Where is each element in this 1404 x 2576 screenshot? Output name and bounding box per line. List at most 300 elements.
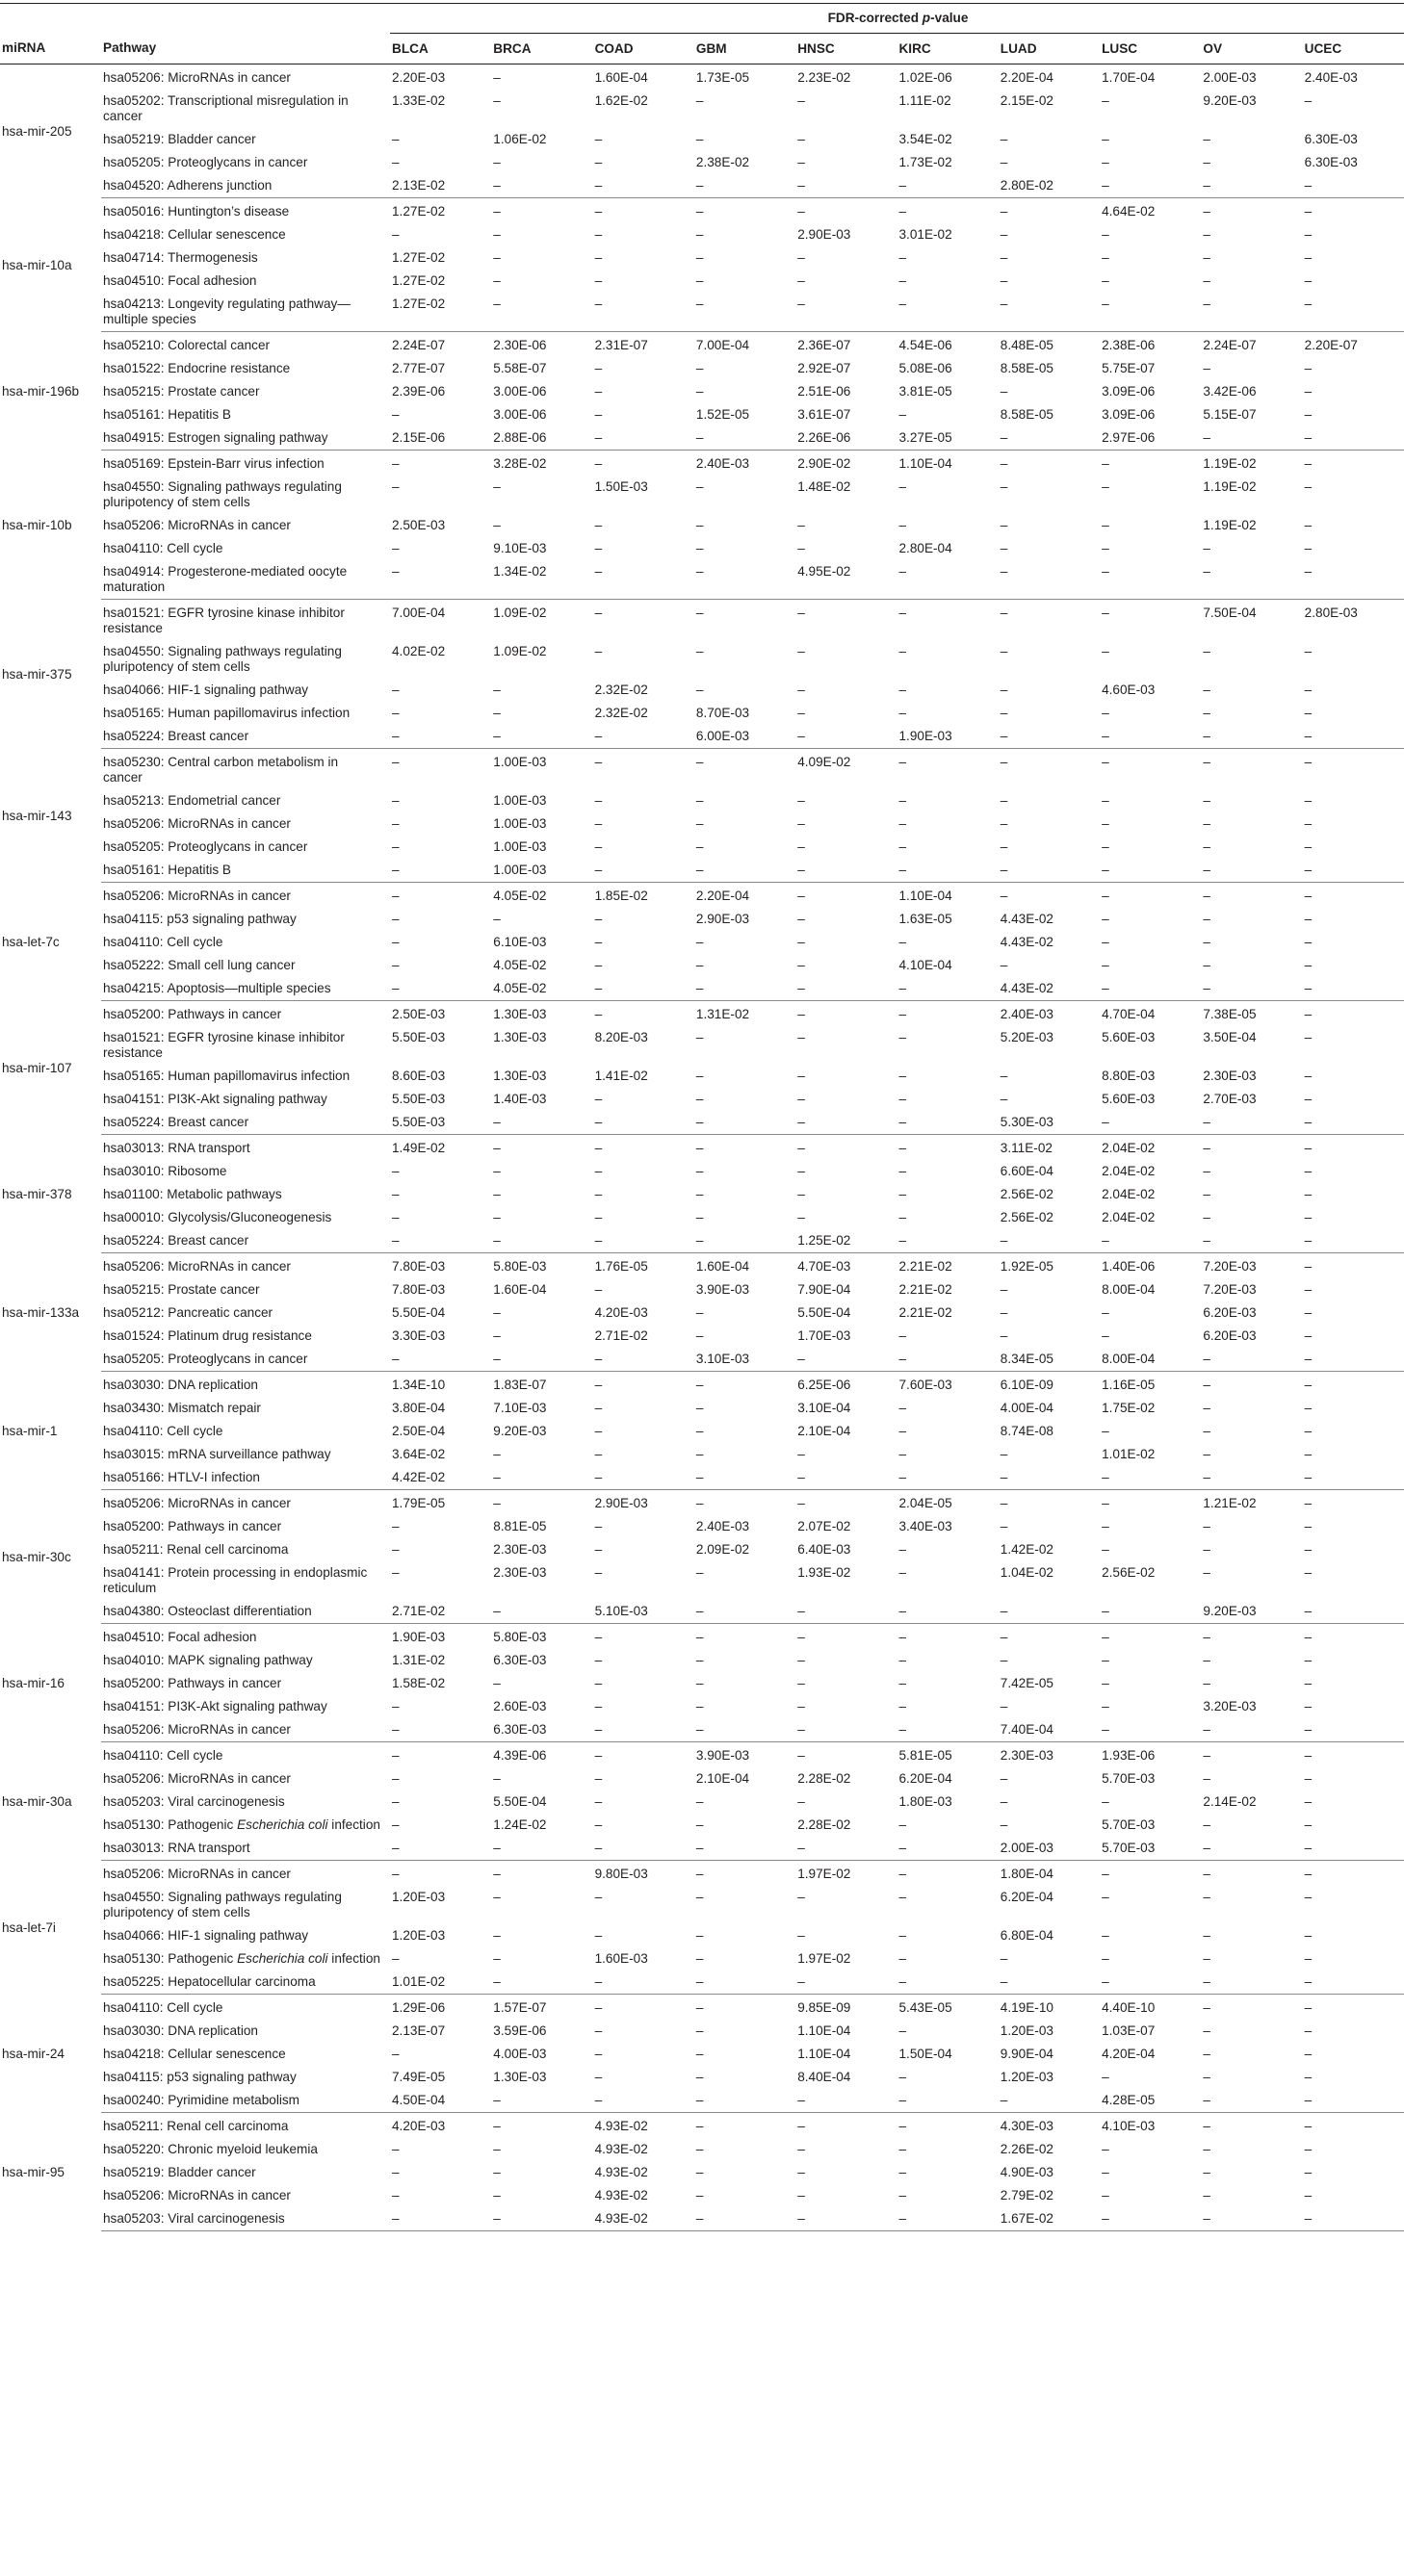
fdr-value-cell: 1.49E-02 (392, 1141, 446, 1155)
fdr-value-cell: 1.70E-03 (797, 1328, 851, 1343)
fdr-value-cell: 1.60E-03 (594, 1951, 648, 1966)
pathway-cell: hsa05206: MicroRNAs in cancer (103, 1867, 291, 1881)
fdr-value-cell: – (594, 361, 603, 375)
fdr-value-cell: – (1201, 725, 1302, 749)
fdr-value-cell: 2.80E-03 (1304, 605, 1358, 620)
fdr-value-cell: – (898, 1928, 907, 1943)
table-row (0, 725, 1404, 749)
fdr-value-cell: – (594, 2000, 603, 2015)
fdr-value-cell: – (1304, 755, 1313, 769)
fdr-value-cell: – (795, 1111, 897, 1135)
fdr-value-cell: 1.04E-02 (1000, 1565, 1053, 1580)
table-row (0, 1924, 1404, 1947)
fdr-value-cell: – (1303, 859, 1404, 883)
fdr-value-cell: 2.38E-06 (1102, 338, 1156, 352)
table-row (0, 223, 1404, 246)
fdr-value-cell: – (694, 859, 795, 883)
fdr-value-cell: – (1102, 1890, 1109, 1904)
pathway-cell: hsa05206: MicroRNAs in cancer (103, 1496, 291, 1510)
fdr-value-cell: – (493, 273, 501, 288)
fdr-value-cell: – (695, 1141, 704, 1155)
fdr-value-cell: – (797, 1890, 805, 1904)
fdr-value-cell: – (1203, 1378, 1210, 1392)
fdr-value-cell: – (1304, 227, 1313, 242)
fdr-value-cell: – (1102, 227, 1109, 242)
fdr-value-cell: – (392, 935, 400, 949)
fdr-value-cell: – (593, 1229, 694, 1253)
fdr-value-cell: – (695, 518, 704, 532)
pathway-cell: hsa05203: Viral carcinogenesis (103, 1794, 285, 1809)
table-row (0, 2161, 1404, 2184)
fdr-value-cell: – (594, 912, 603, 926)
fdr-value-cell: – (1303, 560, 1404, 600)
fdr-value-cell: – (594, 1378, 603, 1392)
pathway-cell: hsa05206: MicroRNAs in cancer (103, 1259, 291, 1274)
pathway-cell: hsa00240: Pyrimidine metabolism (101, 2089, 390, 2113)
fdr-value-cell: 2.20E-04 (695, 889, 750, 903)
fdr-value-cell: – (898, 1092, 907, 1106)
fdr-value-cell: – (491, 2207, 592, 2231)
fdr-value-cell: 8.74E-08 (1000, 1424, 1053, 1438)
fdr-value-cell: – (898, 2165, 907, 2179)
fdr-value-cell: – (493, 155, 501, 169)
fdr-value-cell: – (491, 1600, 592, 1624)
fdr-value-cell: – (392, 155, 400, 169)
mirna-cell: hsa-mir-196b (2, 384, 80, 399)
pathway-cell: hsa05211: Renal cell carcinoma (103, 1542, 289, 1557)
fdr-value-cell: 3.81E-05 (898, 384, 952, 399)
fdr-value-cell: – (594, 644, 603, 658)
fdr-value-cell: 2.30E-03 (493, 1565, 547, 1580)
fdr-value-cell: 5.50E-04 (392, 1305, 446, 1320)
fdr-value-cell: – (1102, 132, 1109, 146)
fdr-value-cell: – (493, 204, 501, 219)
fdr-value-cell: – (1100, 977, 1201, 1001)
fdr-value-cell: – (795, 174, 897, 198)
fdr-value-cell: – (594, 407, 603, 422)
fdr-value-cell: – (491, 1111, 592, 1135)
fdr-value-cell: – (797, 2119, 805, 2133)
fdr-value-cell: 4.09E-02 (797, 755, 851, 769)
table-row (0, 1649, 1404, 1672)
fdr-value-cell: – (695, 1401, 704, 1415)
fdr-value-cell: – (594, 1928, 603, 1943)
fdr-value-cell: 2.40E-03 (695, 456, 750, 471)
fdr-value-cell: – (1304, 250, 1313, 265)
fdr-value-cell: 3.09E-06 (1102, 384, 1156, 399)
fdr-value-cell: 4.02E-02 (392, 644, 446, 658)
fdr-value-cell: – (797, 2188, 805, 2202)
fdr-value-cell: 1.24E-02 (493, 1817, 547, 1832)
fdr-value-cell: – (898, 605, 907, 620)
table-row (0, 1111, 1404, 1135)
fdr-value-cell: – (797, 644, 805, 658)
fdr-value-cell: 8.80E-03 (1102, 1069, 1156, 1083)
fdr-value-cell: 4.50E-04 (390, 2089, 491, 2113)
fdr-value-cell: – (1304, 2165, 1313, 2179)
table-row (0, 1742, 1404, 1768)
fdr-value-cell: – (694, 1111, 795, 1135)
table-row (0, 2207, 1404, 2231)
fdr-value-cell: 4.10E-04 (898, 958, 952, 972)
fdr-value-cell: – (392, 1867, 400, 1881)
pathway-cell: hsa03030: DNA replication (103, 1378, 258, 1392)
table-row (0, 1443, 1404, 1466)
fdr-value-cell: – (1102, 1496, 1109, 1510)
fdr-value-cell: – (1102, 755, 1109, 769)
fdr-value-cell: 2.90E-02 (797, 456, 851, 471)
fdr-value-cell: – (1203, 1630, 1210, 1644)
fdr-value-cell: – (695, 273, 704, 288)
fdr-value-cell: – (695, 2188, 704, 2202)
fdr-value-cell: – (1102, 935, 1109, 949)
table-row (0, 1206, 1404, 1229)
fdr-value-cell: – (897, 1971, 998, 1995)
fdr-value-cell: – (797, 1069, 805, 1083)
fdr-value-cell: 5.70E-03 (1102, 1771, 1156, 1786)
fdr-value-cell: – (898, 1447, 907, 1461)
fdr-value-cell: – (797, 958, 805, 972)
fdr-value-cell: – (593, 1111, 694, 1135)
mirna-group (0, 332, 1404, 451)
fdr-value-cell: 7.20E-03 (1203, 1259, 1257, 1274)
fdr-value-cell: 4.43E-02 (999, 977, 1100, 1001)
fdr-value-cell: – (898, 1890, 907, 1904)
fdr-value-cell: – (695, 1890, 704, 1904)
fdr-value-cell: – (1000, 1069, 1008, 1083)
fdr-value-cell: – (694, 2089, 795, 2113)
mirna-cell: hsa-mir-1 (2, 1424, 58, 1438)
pathway-cell: hsa05205: Proteoglycans in cancer (101, 1348, 390, 1372)
fdr-value-cell: – (1100, 1229, 1201, 1253)
fdr-value-cell: – (1203, 250, 1210, 265)
fdr-value-cell: – (1304, 2119, 1313, 2133)
fdr-value-cell: 4.93E-02 (594, 2142, 648, 2156)
fdr-value-cell: – (1000, 605, 1008, 620)
fdr-value-cell: – (999, 2089, 1100, 2113)
pathway-cell: hsa05206: MicroRNAs in cancer (101, 1718, 390, 1742)
fdr-value-cell: 1.50E-04 (898, 2047, 952, 2061)
fdr-value-cell: – (1303, 1837, 1404, 1861)
mirna-cell: hsa-let-7i (2, 1920, 56, 1935)
fdr-value-cell: – (593, 560, 694, 600)
fdr-value-cell: 4.05E-02 (493, 958, 547, 972)
pathway-cell: hsa04218: Cellular senescence (103, 227, 286, 242)
fdr-value-cell: – (797, 2165, 805, 2179)
fdr-value-cell: – (1303, 1229, 1404, 1253)
table-row (0, 451, 1404, 477)
fdr-value-cell: – (493, 2188, 501, 2202)
fdr-value-cell: 1.48E-02 (797, 479, 851, 494)
mirna-cell: hsa-mir-10b (2, 518, 72, 532)
fdr-value-cell: – (1201, 1971, 1302, 1995)
mirna-cell: hsa-mir-378 (2, 1187, 72, 1201)
fdr-value-cell: 7.49E-05 (392, 2070, 446, 2084)
fdr-value-cell: 2.20E-07 (1304, 338, 1358, 352)
fdr-value-cell: – (897, 2207, 998, 2231)
fdr-value-cell: – (1304, 1630, 1313, 1644)
fdr-value-cell: 1.75E-02 (1102, 1401, 1156, 1415)
mirna-cell: hsa-let-7c (2, 935, 60, 949)
fdr-value-cell: 8.20E-03 (594, 1030, 648, 1044)
fdr-value-cell: – (594, 1653, 603, 1667)
pathway-cell: hsa04550: Signaling pathways regulating pluripotency of stem cells (103, 644, 342, 674)
fdr-value-cell: 2.50E-03 (392, 1007, 446, 1021)
fdr-value-cell: 1.27E-02 (392, 250, 446, 265)
fdr-value-cell: – (1102, 155, 1109, 169)
fdr-value-cell: – (797, 1007, 805, 1021)
table-row (0, 1301, 1404, 1325)
fdr-value-cell: – (1201, 1348, 1302, 1372)
pathway-text-pre: hsa05130: Pathogenic (103, 1951, 238, 1966)
table-row (0, 1466, 1404, 1490)
fdr-value-cell: – (392, 912, 400, 926)
fdr-value-cell: – (491, 293, 592, 332)
fdr-value-cell: – (1304, 1447, 1313, 1461)
fdr-value-cell: – (1102, 793, 1109, 808)
table-row (0, 1600, 1404, 1624)
fdr-value-cell: – (1203, 1447, 1210, 1461)
fdr-value-cell: 1.00E-03 (493, 839, 547, 854)
fdr-value-cell: – (1102, 456, 1109, 471)
fdr-value-cell: – (491, 2089, 592, 2113)
fdr-value-cell: – (797, 1496, 805, 1510)
fdr-value-cell: 2.26E-02 (1000, 2142, 1053, 2156)
fdr-value-cell: 1.29E-06 (392, 2000, 446, 2015)
fdr-value-cell: 1.31E-02 (392, 1653, 446, 1667)
pathway-cell: hsa05016: Huntington’s disease (103, 204, 290, 219)
pathway-cell: hsa04213: Longevity regulating pathway—multiple species (101, 293, 390, 332)
mirna-cell: hsa-mir-30c (2, 1550, 71, 1564)
fdr-value-cell: – (493, 227, 501, 242)
fdr-value-cell: – (1304, 683, 1313, 697)
fdr-value-cell: – (594, 2047, 603, 2061)
fdr-value-cell: – (594, 1794, 603, 1809)
fdr-value-cell: – (392, 1817, 400, 1832)
pathway-cell: hsa05212: Pancreatic cancer (103, 1305, 273, 1320)
fdr-value-cell: – (593, 1466, 694, 1490)
fdr-value-cell: – (898, 935, 907, 949)
fdr-value-cell: – (594, 1447, 603, 1461)
fdr-value-cell: – (493, 250, 501, 265)
fdr-value-cell: – (1304, 816, 1313, 831)
fdr-value-cell: – (390, 1837, 491, 1861)
fdr-value-cell: 2.36E-07 (797, 338, 851, 352)
fdr-value-cell: – (898, 479, 907, 494)
fdr-value-cell: – (493, 1164, 501, 1178)
fdr-value-cell: – (594, 384, 603, 399)
fdr-value-cell: 9.85E-09 (797, 2000, 851, 2015)
table-row (0, 2138, 1404, 2161)
fdr-value-cell: – (695, 204, 704, 219)
fdr-value-cell: – (1304, 1401, 1313, 1415)
fdr-value-cell: 4.05E-02 (491, 977, 592, 1001)
fdr-value-cell: 1.01E-02 (1102, 1447, 1156, 1461)
fdr-value-cell: – (594, 1210, 603, 1224)
fdr-value-cell: – (898, 644, 907, 658)
fdr-value-cell: – (797, 912, 805, 926)
fdr-value-cell: – (797, 93, 805, 108)
fdr-value-cell: – (795, 2089, 897, 2113)
mirna-group (0, 1861, 1404, 1995)
fdr-value-cell: – (1102, 1542, 1109, 1557)
fdr-value-cell: – (695, 2142, 704, 2156)
fdr-value-cell: – (1203, 1951, 1210, 1966)
fdr-value-cell: – (392, 2188, 400, 2202)
pathway-cell: hsa01524: Platinum drug resistance (103, 1328, 312, 1343)
fdr-value-cell: – (1102, 2070, 1109, 2084)
fdr-value-cell: – (1203, 2000, 1210, 2015)
table-row (0, 1718, 1404, 1742)
table-row (0, 1947, 1404, 1971)
fdr-value-cell: – (694, 560, 795, 600)
fdr-value-cell: – (898, 1007, 907, 1021)
fdr-value-cell: – (1100, 1600, 1201, 1624)
pathway-text-italic: Escherichia coli (237, 1951, 328, 1966)
pathway-cell (101, 1814, 390, 1837)
pathway-cell: hsa04110: Cell cycle (103, 1424, 223, 1438)
fdr-value-cell: – (797, 1030, 805, 1044)
fdr-value-cell: 2.40E-03 (1000, 1007, 1053, 1021)
fdr-value-cell: – (1201, 977, 1302, 1001)
fdr-value-cell: – (594, 839, 603, 854)
fdr-value-cell: – (1102, 1630, 1109, 1644)
fdr-value-cell: 4.93E-02 (594, 2188, 648, 2202)
fdr-value-cell: 1.27E-02 (392, 273, 446, 288)
fdr-value-cell: – (1304, 1305, 1313, 1320)
fdr-value-cell: – (1304, 2000, 1313, 2015)
table-row (0, 1861, 1404, 1887)
fdr-value-cell: 1.62E-02 (594, 93, 648, 108)
fdr-value-cell: – (695, 1867, 704, 1881)
fdr-value-cell: 2.71E-02 (594, 1328, 648, 1343)
fdr-value-cell: – (593, 293, 694, 332)
fdr-value-cell: – (593, 2089, 694, 2113)
fdr-value-cell: 1.30E-03 (493, 1069, 547, 1083)
fdr-value-cell: 1.33E-02 (392, 93, 446, 108)
pathway-cell: hsa05206: MicroRNAs in cancer (103, 889, 291, 903)
table-row (0, 1348, 1404, 1372)
fdr-value-cell: – (1304, 1328, 1313, 1343)
fdr-value-cell: – (695, 1928, 704, 1943)
fdr-value-cell: – (594, 1565, 603, 1580)
fdr-value-cell: – (1203, 1676, 1210, 1690)
table-row (0, 1624, 1404, 1650)
fdr-value-cell: 1.00E-03 (493, 755, 547, 769)
fdr-value-cell: – (695, 1378, 704, 1392)
fdr-value-cell: – (1203, 1164, 1210, 1178)
fdr-value-cell: – (1304, 1519, 1313, 1533)
fdr-value-cell: 2.04E-02 (1102, 1210, 1156, 1224)
fdr-value-cell: 1.90E-03 (392, 1630, 446, 1644)
fdr-value-cell: 1.09E-02 (493, 605, 547, 620)
fdr-value-cell: 5.75E-07 (1102, 361, 1156, 375)
table-row (0, 2113, 1404, 2139)
fdr-value-cell: – (695, 935, 704, 949)
fdr-value-cell: – (1203, 2070, 1210, 2084)
pathway-cell: hsa05219: Bladder cancer (103, 132, 256, 146)
fdr-value-cell: – (1304, 384, 1313, 399)
fdr-value-cell: 2.20E-03 (392, 70, 446, 85)
table-row (0, 2066, 1404, 2089)
fdr-value-cell: – (1102, 1928, 1109, 1943)
table-row (0, 1065, 1404, 1088)
pathway-cell: hsa05206: MicroRNAs in cancer (103, 2188, 291, 2202)
fdr-value-cell: – (1304, 1092, 1313, 1106)
fdr-value-cell: – (897, 977, 998, 1001)
pathway-cell: hsa05200: Pathways in cancer (103, 1676, 282, 1690)
pathway-cell: hsa05206: MicroRNAs in cancer (103, 70, 291, 85)
fdr-value-cell: – (1102, 1328, 1109, 1343)
fdr-value-cell: – (797, 816, 805, 831)
fdr-value-cell: – (1304, 407, 1313, 422)
fdr-value-cell: – (1304, 912, 1313, 926)
fdr-value-cell: – (694, 1971, 795, 1995)
fdr-value-cell: – (392, 755, 400, 769)
fdr-value-cell: 1.34E-02 (491, 560, 592, 600)
fdr-value-cell: 4.20E-03 (594, 1305, 648, 1320)
fdr-value-cell: 4.10E-03 (1102, 2119, 1156, 2133)
fdr-value-cell: – (694, 426, 795, 451)
fdr-value-cell: 8.60E-03 (392, 1069, 446, 1083)
fdr-value-cell: – (695, 93, 704, 108)
fdr-value-cell: – (1201, 2207, 1302, 2231)
fdr-value-cell: – (593, 1971, 694, 1995)
table-row (0, 246, 1404, 270)
pathway-cell: hsa03013: RNA transport (103, 1141, 250, 1155)
fdr-value-cell: – (1102, 605, 1109, 620)
pathway-cell: hsa04151: PI3K-Akt signaling pathway (103, 1092, 327, 1106)
fdr-value-cell: 2.04E-02 (1102, 1164, 1156, 1178)
header-spacer-2 (101, 4, 390, 34)
pathway-cell: hsa03015: mRNA surveillance pathway (103, 1447, 331, 1461)
fdr-value-cell: 1.19E-02 (1203, 456, 1257, 471)
fdr-value-cell: 9.10E-03 (493, 541, 547, 555)
fdr-value-cell: – (1203, 706, 1210, 720)
fdr-value-cell: – (695, 839, 704, 854)
fdr-value-cell: – (1303, 174, 1404, 198)
pathway-cell: hsa01100: Metabolic pathways (103, 1187, 282, 1201)
fdr-value-cell: – (1100, 560, 1201, 600)
fdr-value-cell: 4.70E-03 (797, 1259, 851, 1274)
fdr-value-cell: 2.00E-03 (1203, 70, 1257, 85)
fdr-value-cell: – (491, 1348, 592, 1372)
fdr-value-cell: – (797, 1092, 805, 1106)
fdr-value-cell: – (1303, 1600, 1404, 1624)
table-row (0, 537, 1404, 560)
cancer-column-header: UCEC (1303, 34, 1404, 64)
fdr-value-cell: – (392, 683, 400, 697)
fdr-value-cell: 4.70E-04 (1102, 1007, 1156, 1021)
header-spacer-1 (0, 4, 101, 34)
fdr-value-cell: – (695, 644, 704, 658)
fdr-value-cell: 5.50E-03 (392, 1030, 446, 1044)
fdr-value-cell: – (1203, 1519, 1210, 1533)
fdr-value-cell: 1.52E-05 (695, 407, 750, 422)
fdr-value-cell: 1.79E-05 (392, 1496, 446, 1510)
fdr-value-cell: – (593, 725, 694, 749)
fdr-value-cell: – (392, 1210, 400, 1224)
fdr-value-cell: – (1304, 1771, 1313, 1786)
fdr-value-cell: 5.15E-07 (1203, 407, 1257, 422)
fdr-value-cell: 7.20E-03 (1203, 1282, 1257, 1297)
fdr-value-cell: – (695, 1424, 704, 1438)
fdr-value-cell: 7.42E-05 (1000, 1676, 1053, 1690)
fdr-value-cell: – (1304, 1030, 1313, 1044)
fdr-value-cell: 1.20E-03 (1000, 2070, 1053, 2084)
fdr-value-cell: – (594, 1187, 603, 1201)
table-row (0, 403, 1404, 426)
